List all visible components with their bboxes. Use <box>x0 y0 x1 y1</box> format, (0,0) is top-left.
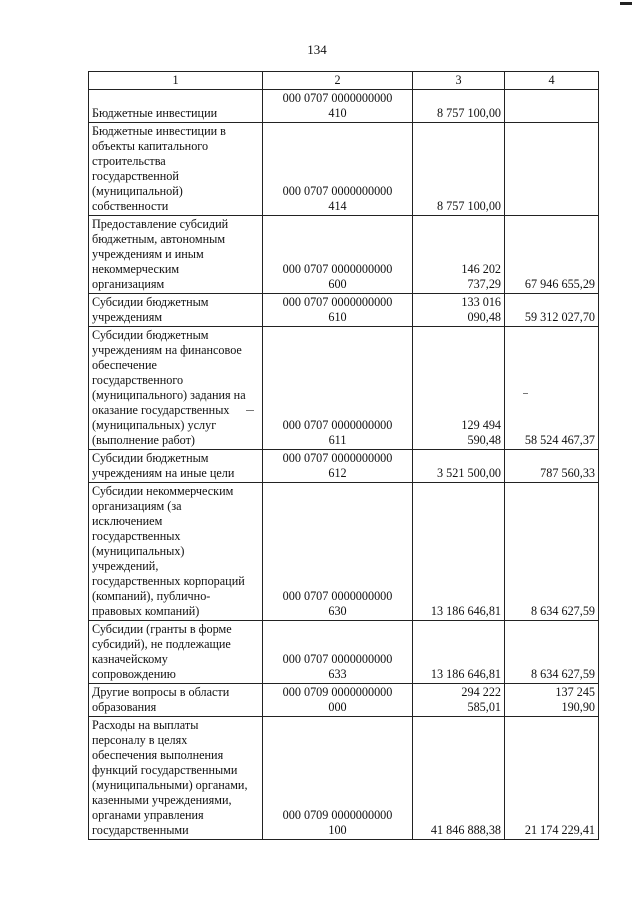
row-value-col3: 146 202 737,29 <box>413 216 505 294</box>
row-name: Другие вопросы в области образования <box>89 684 263 717</box>
scan-speck <box>620 2 632 5</box>
row-value-col3: 13 186 646,81 <box>413 483 505 621</box>
row-code: 000 0707 0000000000 414 <box>263 123 413 216</box>
table-row <box>89 216 599 294</box>
row-value-col4: 8 634 627,59 <box>505 621 599 684</box>
table-row <box>89 450 599 483</box>
row-name: Субсидии некоммерческим организациям (за исключением государственных (муниципальных) учреждений, государственных корпораций (компаний), публично- правовых компаний) <box>89 483 263 621</box>
row-value-col3: 8 757 100,00 <box>413 123 505 216</box>
table-row <box>89 90 599 123</box>
row-value-col4: 137 245 190,90 <box>505 684 599 717</box>
row-code: 000 0709 0000000000 000 <box>263 684 413 717</box>
column-header-4: 4 <box>505 72 599 90</box>
row-code: 000 0707 0000000000 633 <box>263 621 413 684</box>
row-name: Субсидии бюджетным учреждениям <box>89 294 263 327</box>
row-code: 000 0707 0000000000 612 <box>263 450 413 483</box>
row-code: 000 0707 0000000000 410 <box>263 90 413 123</box>
table-row <box>89 294 599 327</box>
row-value-col3: 133 016 090,48 <box>413 294 505 327</box>
row-name: Предоставление субсидий бюджетным, автономным учреждениям и иным некоммерческим организациям <box>89 216 263 294</box>
table-row <box>89 483 599 621</box>
row-value-col4: 8 634 627,59 <box>505 483 599 621</box>
row-value-col4 <box>505 90 599 123</box>
row-value-col3: 8 757 100,00 <box>413 90 505 123</box>
scan-speck <box>523 393 528 394</box>
row-name: Расходы на выплаты персоналу в целях обеспечения выполнения функций государственными (муниципальными) органами, казенными учреждениями, органами управления государственными <box>89 717 263 840</box>
row-value-col3: 41 846 888,38 <box>413 717 505 840</box>
page-number: 134 <box>307 42 327 57</box>
column-header-2: 2 <box>263 72 413 90</box>
table-row <box>89 123 599 216</box>
scan-speck <box>246 410 254 411</box>
row-name: Субсидии (гранты в форме субсидий), не подлежащие казначейскому сопровождению <box>89 621 263 684</box>
row-code: 000 0707 0000000000 630 <box>263 483 413 621</box>
row-name: Субсидии бюджетным учреждениям на финансовое обеспечение государственного (муниципального) задания на оказание государственных (муниципальных) услуг (выполнение работ) <box>89 327 263 450</box>
row-name: Субсидии бюджетным учреждениям на иные цели <box>89 450 263 483</box>
table-row <box>89 684 599 717</box>
row-value-col3: 129 494 590,48 <box>413 327 505 450</box>
row-value-col4 <box>505 123 599 216</box>
table-row <box>89 717 599 840</box>
row-code: 000 0709 0000000000 100 <box>263 717 413 840</box>
row-value-col4: 21 174 229,41 <box>505 717 599 840</box>
column-header-3: 3 <box>413 72 505 90</box>
row-name: Бюджетные инвестиции в объекты капитального строительства государственной (муниципальной) собственности <box>89 123 263 216</box>
row-value-col4: 59 312 027,70 <box>505 294 599 327</box>
table-row <box>89 327 599 450</box>
row-value-col3: 3 521 500,00 <box>413 450 505 483</box>
row-code: 000 0707 0000000000 610 <box>263 294 413 327</box>
row-value-col3: 294 222 585,01 <box>413 684 505 717</box>
row-value-col3: 13 186 646,81 <box>413 621 505 684</box>
row-code: 000 0707 0000000000 611 <box>263 327 413 450</box>
column-header-1: 1 <box>89 72 263 90</box>
row-code: 000 0707 0000000000 600 <box>263 216 413 294</box>
budget-table <box>88 71 599 840</box>
row-value-col4: 67 946 655,29 <box>505 216 599 294</box>
row-name: Бюджетные инвестиции <box>89 90 263 123</box>
table-row <box>89 621 599 684</box>
row-value-col4: 58 524 467,37 <box>505 327 599 450</box>
table-header-row <box>89 72 599 90</box>
row-value-col4: 787 560,33 <box>505 450 599 483</box>
